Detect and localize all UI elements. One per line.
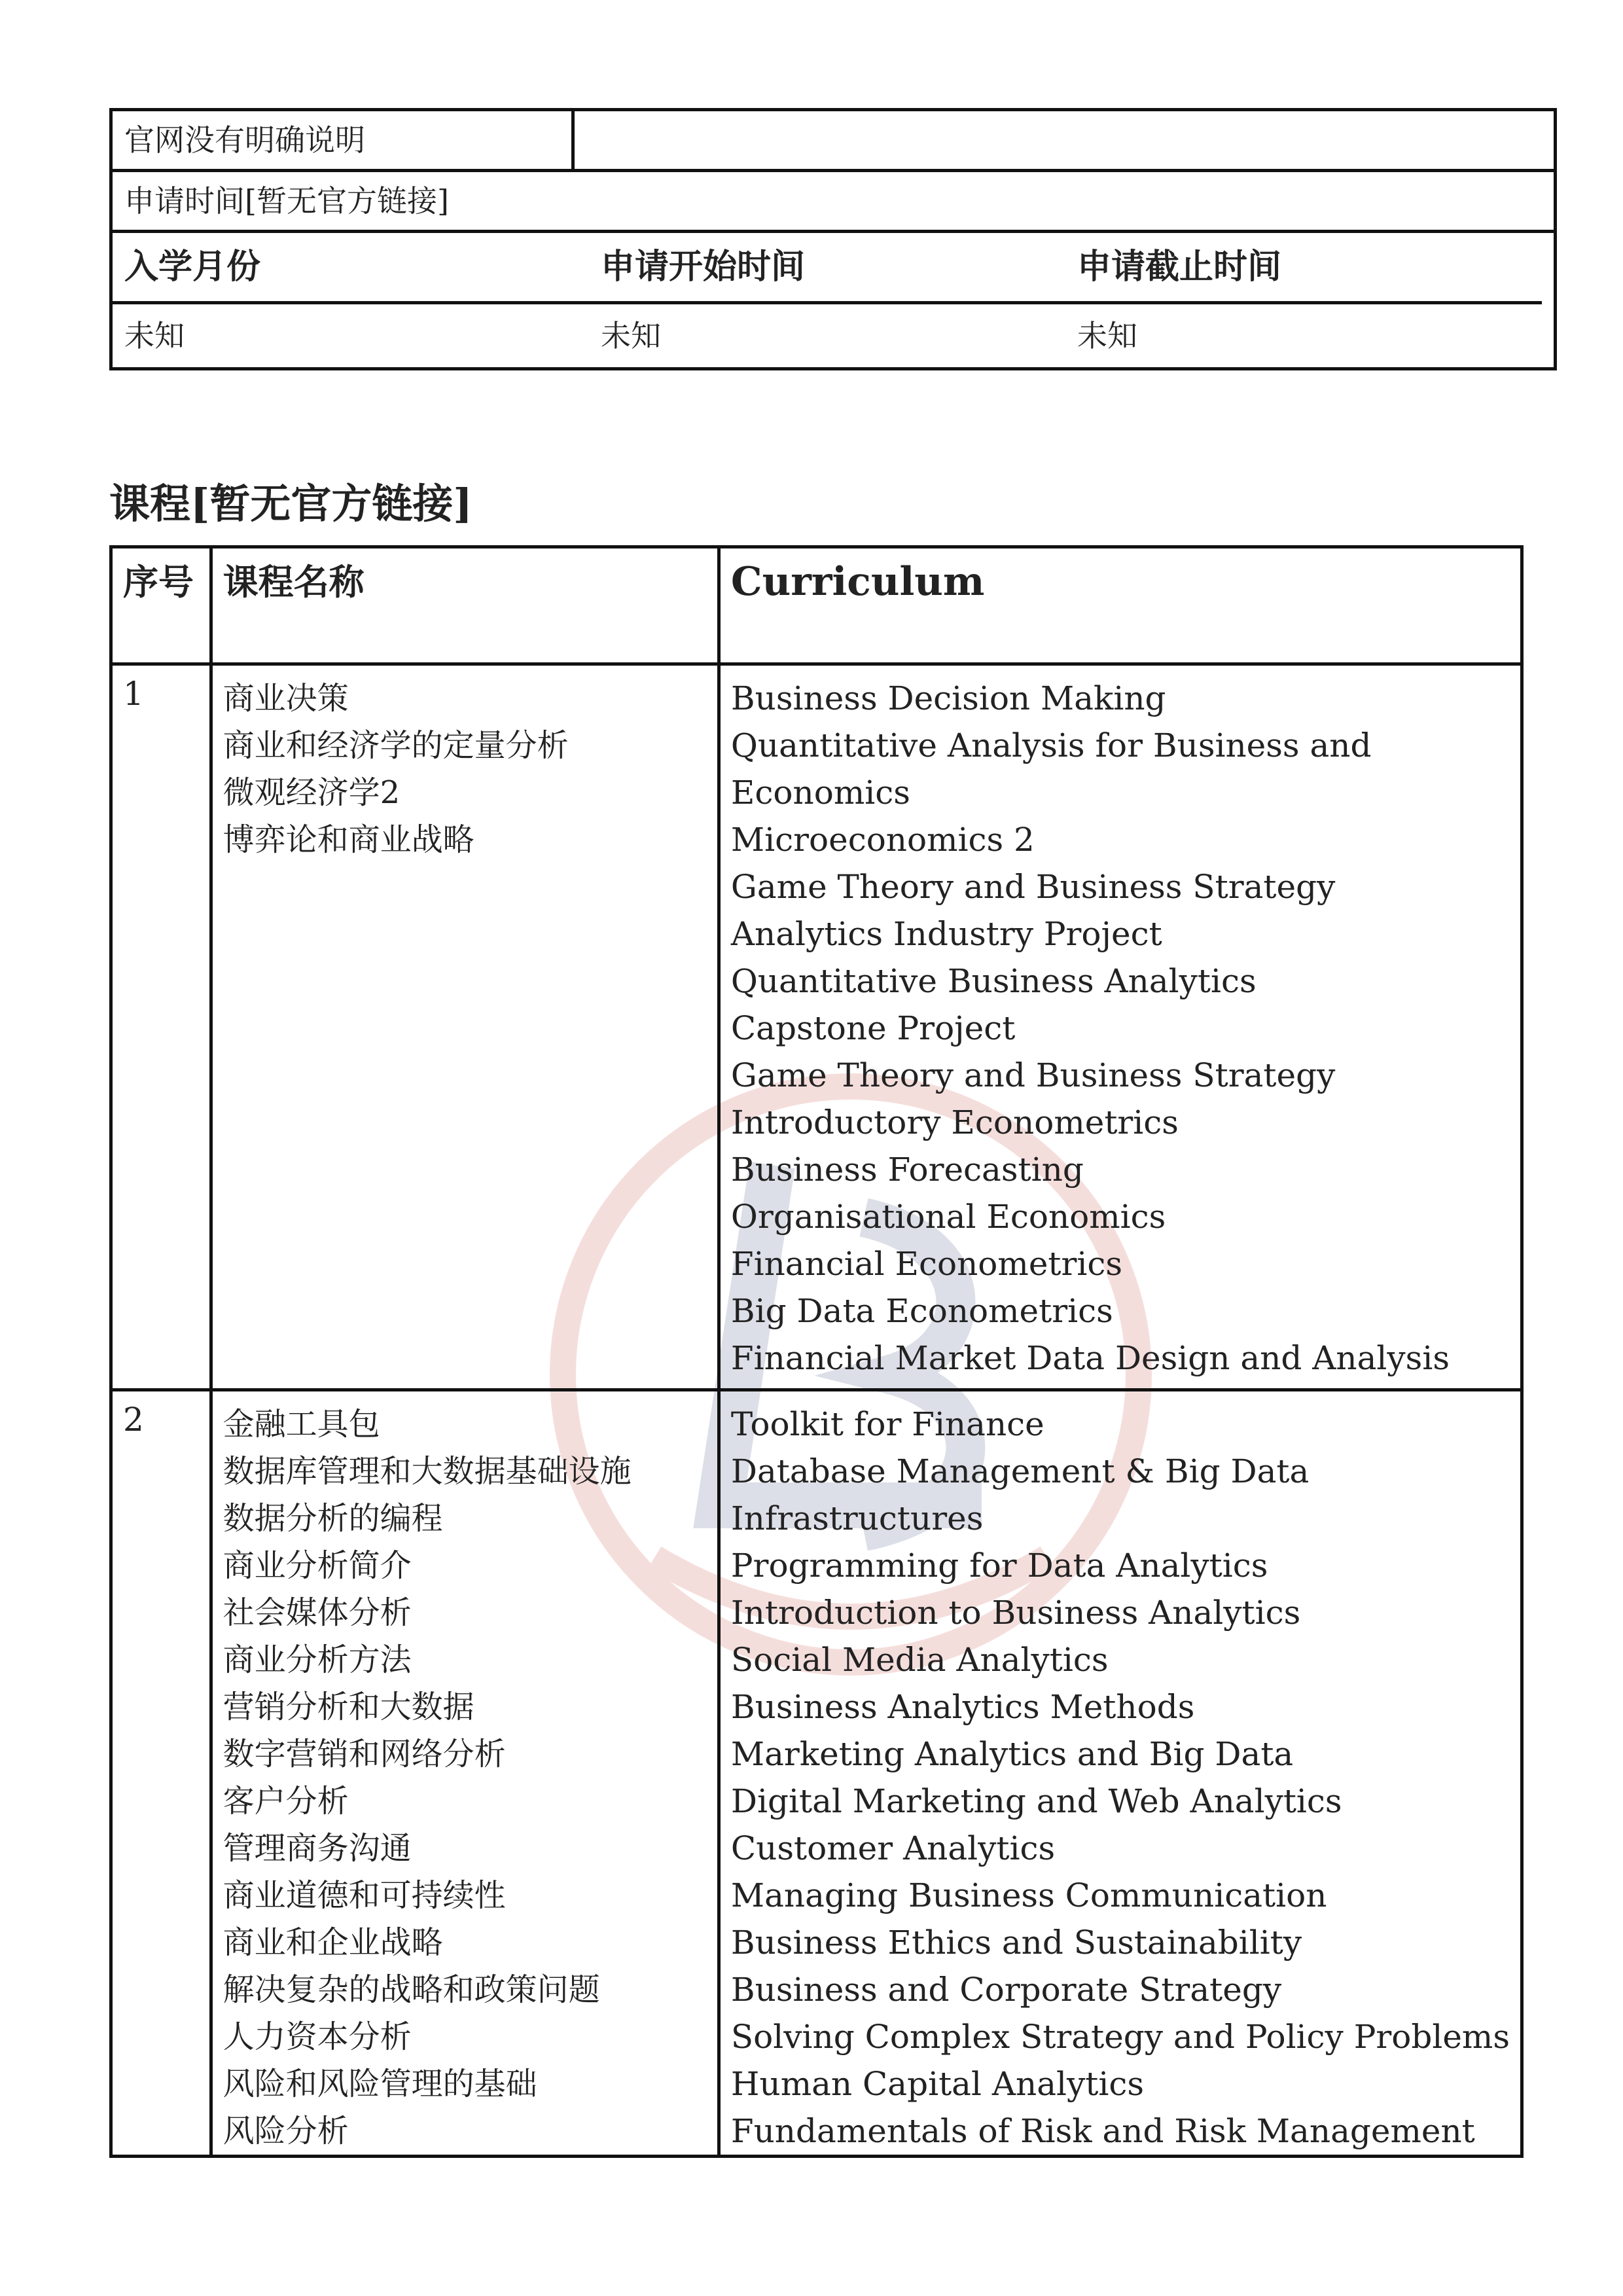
course-item: 数据分析的编程 xyxy=(223,1500,443,1537)
course-item: Quantitative Business Analytics xyxy=(730,962,1257,1000)
dates-value-row xyxy=(113,304,1554,367)
course-item: 商业分析简介 xyxy=(223,1547,412,1584)
course-item: Game Theory and Business Strategy xyxy=(730,868,1336,906)
curriculum-table xyxy=(109,545,1524,2158)
course-item: 营销分析和大数据 xyxy=(223,1689,474,1725)
course-item: Programming for Data Analytics xyxy=(730,1547,1268,1585)
course-item: Business Ethics and Sustainability xyxy=(730,1924,1302,1962)
course-item: Fundamentals of Risk and Risk Management xyxy=(730,2112,1475,2150)
course-item: 客户分析 xyxy=(223,1783,349,1820)
course-item: Financial Econometrics xyxy=(730,1245,1123,1283)
course-item: 微观经济学2 xyxy=(223,774,401,811)
course-item: Business Analytics Methods xyxy=(730,1688,1195,1726)
note-cell: 官网没有明确说明 xyxy=(111,110,573,171)
course-item: Managing Business Communication xyxy=(730,1876,1327,1914)
course-item: Database Management & Big Data xyxy=(730,1452,1310,1490)
course-names-cn xyxy=(211,1390,719,2157)
table-header-row xyxy=(111,547,1522,664)
course-item: 商业分析方法 xyxy=(223,1641,412,1678)
course-item: Economics xyxy=(730,774,910,812)
table-row xyxy=(111,1390,1522,2157)
header-intake-month: 入学月份 xyxy=(124,247,261,287)
course-item: Customer Analytics xyxy=(730,1829,1056,1867)
course-item: 商业和企业战略 xyxy=(223,1924,443,1961)
course-item: 人力资本分析 xyxy=(223,2018,412,2055)
application-info-table xyxy=(109,108,1557,370)
table-row xyxy=(111,664,1522,1390)
course-item: Business Forecasting xyxy=(730,1151,1084,1189)
header-application-deadline: 申请截止时间 xyxy=(1077,247,1282,287)
course-item: Introductory Econometrics xyxy=(730,1103,1179,1141)
course-item: 商业和经济学的定量分析 xyxy=(223,727,569,764)
course-names-en xyxy=(719,1390,1522,2157)
course-item: Financial Market Data Design and Analysis xyxy=(730,1339,1450,1377)
header-number: 序号 xyxy=(111,547,211,664)
value-intake-month: 未知 xyxy=(124,318,185,353)
course-item: 管理商务沟通 xyxy=(223,1830,412,1867)
course-item: 数据库管理和大数据基础设施 xyxy=(223,1453,632,1490)
note-value-cell xyxy=(573,110,1556,171)
course-item: Toolkit for Finance xyxy=(730,1405,1044,1443)
course-names-en xyxy=(719,664,1522,1390)
course-item: Human Capital Analytics xyxy=(730,2065,1144,2103)
course-names-cn xyxy=(211,664,719,1390)
section-title: 课程[暂无官方链接] xyxy=(109,480,473,528)
course-item: 博弈论和商业战略 xyxy=(223,821,474,858)
course-item: Microeconomics 2 xyxy=(730,821,1035,859)
course-item: Business and Corporate Strategy xyxy=(730,1971,1282,2009)
course-item: 风险和风险管理的基础 xyxy=(223,2066,537,2102)
course-item: Social Media Analytics xyxy=(730,1641,1109,1679)
course-item: Quantitative Analysis for Business and xyxy=(730,726,1372,764)
course-item: Big Data Econometrics xyxy=(730,1292,1113,1330)
value-application-start: 未知 xyxy=(601,318,661,353)
course-item: Introduction to Business Analytics xyxy=(730,1594,1301,1632)
header-course-name: 课程名称 xyxy=(211,547,719,664)
row-number: 2 xyxy=(111,1390,211,2157)
application-dates xyxy=(111,232,1556,369)
course-item: 风险分析 xyxy=(223,2113,349,2149)
course-item: 商业道德和可持续性 xyxy=(223,1877,506,1914)
header-curriculum: Curriculum xyxy=(719,547,1522,664)
course-item: 金融工具包 xyxy=(223,1406,380,1443)
course-item: 商业决策 xyxy=(223,680,349,717)
header-application-start: 申请开始时间 xyxy=(601,247,806,287)
application-time-label: 申请时间[暂无官方链接] xyxy=(111,171,1556,232)
course-item: Game Theory and Business Strategy xyxy=(730,1056,1336,1094)
row-number: 1 xyxy=(111,664,211,1390)
course-item: Business Decision Making xyxy=(730,679,1166,717)
course-item: Infrastructures xyxy=(730,1499,984,1537)
course-item: Organisational Economics xyxy=(730,1198,1166,1236)
course-item: Marketing Analytics and Big Data xyxy=(730,1735,1294,1773)
course-item: Capstone Project xyxy=(730,1009,1016,1047)
course-item: 社会媒体分析 xyxy=(223,1594,412,1631)
course-item: Solving Complex Strategy and Policy Problems xyxy=(730,2018,1510,2056)
course-item: Analytics Industry Project xyxy=(730,915,1162,953)
course-item: 数字营销和网络分析 xyxy=(223,1736,506,1772)
course-item: Digital Marketing and Web Analytics xyxy=(730,1782,1342,1820)
dates-header-row xyxy=(113,233,1542,304)
course-item: 解决复杂的战略和政策问题 xyxy=(223,1971,600,2008)
value-application-deadline: 未知 xyxy=(1077,318,1137,353)
